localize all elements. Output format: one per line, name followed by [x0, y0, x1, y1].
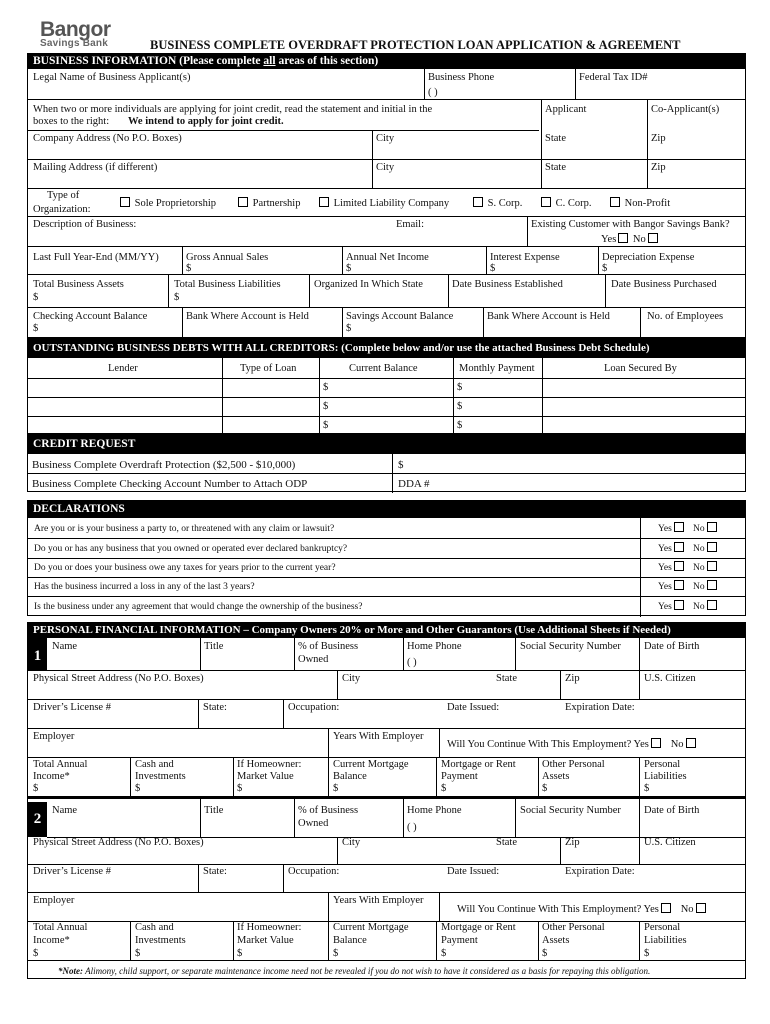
business-info-heading: BUSINESS INFORMATION (Please complete all areas of this section): [28, 54, 745, 69]
owner2-assets-dollar[interactable]: $: [542, 948, 548, 959]
odp-amount-label: Business Complete Overdraft Protection ($2,500 - $10,000): [32, 459, 296, 471]
owner1-citizen-label: U.S. Citizen: [644, 673, 696, 684]
checkbox[interactable]: [707, 600, 717, 610]
checkbox[interactable]: [541, 197, 551, 207]
owner1-phone-field[interactable]: ( ): [407, 657, 417, 668]
owner2-phone-label: Home Phone: [407, 805, 462, 816]
owner2-dob-label: Date of Birth: [644, 805, 700, 816]
mailing-city-label: City: [376, 162, 395, 173]
declaration-q2: Do you or has any business that you owned or operated ever declared bankruptcy?: [34, 544, 348, 554]
owner2-assets-label: Other Personal: [542, 922, 605, 933]
owner2-occupation-label: Occupation:: [288, 866, 340, 877]
checkbox[interactable]: [674, 542, 684, 552]
business-info-section: [27, 53, 746, 338]
savings-bank-label: Bank Where Account is Held: [487, 311, 610, 322]
owner2-city-label: City: [342, 837, 361, 848]
org-c-corp[interactable]: C. Corp.: [539, 197, 592, 210]
owner2-license-state-label: State:: [203, 866, 227, 877]
declaration-a5[interactable]: Yes No: [658, 600, 719, 613]
owner1-payment-label: Mortgage or Rent: [441, 759, 516, 770]
personal-financial-section: [27, 622, 746, 979]
owner-number-1: 1: [28, 638, 47, 670]
net-income-dollar: $: [346, 263, 352, 274]
owner1-address-label: Physical Street Address (No P.O. Boxes): [33, 673, 204, 684]
interest-expense-label: Interest Expense: [490, 252, 560, 263]
business-phone-field[interactable]: ( ): [428, 87, 438, 98]
checking-bank-label: Bank Where Account is Held: [186, 311, 309, 322]
owner-number-2: 2: [28, 802, 47, 837]
owner2-pct-label: % of Business: [298, 805, 359, 816]
checkbox[interactable]: [674, 600, 684, 610]
owner1-occupation-label: Occupation:: [288, 702, 340, 713]
owner1-market-label: If Homeowner:: [237, 759, 302, 770]
owner2-expiration-label: Expiration Date:: [565, 866, 635, 877]
mailing-address-label: Mailing Address (if different): [33, 162, 158, 173]
checking-balance-dollar: $: [33, 323, 39, 334]
description-label: Description of Business:: [33, 219, 137, 230]
debt-balance-3[interactable]: $: [323, 420, 329, 431]
net-income-label: Annual Net Income: [346, 252, 429, 263]
debt-payment-1[interactable]: $: [457, 382, 463, 393]
existing-customer-choice[interactable]: Yes No: [601, 233, 660, 246]
owner2-zip-label: Zip: [565, 837, 580, 848]
company-city-label: City: [376, 133, 395, 144]
depreciation-label: Depreciation Expense: [602, 252, 695, 263]
owner1-pct-label: % of Business: [298, 641, 359, 652]
co-applicant-initial-label: Co-Applicant(s): [651, 104, 720, 115]
owner1-expiration-label: Expiration Date:: [565, 702, 635, 713]
gross-sales-dollar: $: [186, 263, 192, 274]
joint-credit-statement-2: boxes to the right:: [33, 116, 110, 127]
owner1-cash-label: Cash and: [135, 759, 174, 770]
owner1-payment-label-2: Payment: [441, 771, 478, 782]
owner2-market-dollar[interactable]: $: [237, 948, 243, 959]
loan-secured-header: Loan Secured By: [604, 363, 677, 374]
existing-customer-label: Existing Customer with Bangor Savings Bank?: [531, 219, 730, 230]
owner2-income-label: Total Annual: [33, 922, 88, 933]
depreciation-dollar: $: [602, 263, 608, 274]
dda-field[interactable]: DDA #: [398, 478, 430, 490]
lender-header: Lender: [108, 363, 138, 374]
owner1-years-label: Years With Employer: [333, 731, 424, 742]
checkbox[interactable]: [120, 197, 130, 207]
company-state-label: State: [545, 133, 566, 144]
declarations-section: [27, 500, 746, 616]
checkbox[interactable]: [686, 738, 696, 748]
alimony-footnote: *Note: Alimony, child support, or separate maintenance income need not be revealed if you do not wish to have it considered as a basis for repaying this obligation.: [58, 966, 651, 976]
owner2-liabilities-label: Personal: [644, 922, 681, 933]
total-assets-dollar: $: [33, 292, 39, 303]
owner2-pct-label-2: Owned: [298, 818, 329, 829]
owner2-assets-label-2: Assets: [542, 935, 570, 946]
company-address-label: Company Address (No P.O. Boxes): [33, 133, 182, 144]
checkbox[interactable]: [648, 233, 658, 243]
owner1-name-label: Name: [52, 641, 78, 652]
email-label: Email:: [396, 219, 424, 230]
date-established-label: Date Business Established: [452, 279, 563, 290]
owner2-employer-label: Employer: [33, 895, 75, 906]
debts-section: [27, 338, 746, 434]
owner1-license-label: Driver’s License #: [33, 702, 111, 713]
owner1-assets-label-2: Assets: [542, 771, 570, 782]
total-liabilities-label: Total Business Liabilities: [174, 279, 281, 290]
owner1-mortgage-label: Current Mortgage: [333, 759, 409, 770]
debt-balance-1[interactable]: $: [323, 382, 329, 393]
owner1-employer-label: Employer: [33, 731, 75, 742]
checkbox[interactable]: [696, 903, 706, 913]
owner1-pct-label-2: Owned: [298, 654, 329, 665]
owner2-cash-label-2: Investments: [135, 935, 186, 946]
owner1-mortgage-dollar[interactable]: $: [333, 783, 339, 794]
joint-credit-intent: We intend to apply for joint credit.: [128, 116, 284, 127]
current-balance-header: Current Balance: [349, 363, 418, 374]
owner2-continue-label[interactable]: Will You Continue With This Employment? Yes No: [457, 903, 708, 916]
bank-logo-subtitle: Savings Bank: [40, 38, 108, 49]
owner1-state-label: State: [496, 673, 517, 684]
owner2-years-label: Years With Employer: [333, 895, 424, 906]
owner1-income-label: Total Annual: [33, 759, 88, 770]
company-zip-label: Zip: [651, 133, 666, 144]
checkbox[interactable]: [618, 233, 628, 243]
total-liabilities-dollar: $: [174, 292, 180, 303]
loan-type-header: Type of Loan: [240, 363, 297, 374]
employees-label: No. of Employees: [647, 311, 724, 322]
checkbox[interactable]: [707, 561, 717, 571]
owner1-phone-label: Home Phone: [407, 641, 462, 652]
owner2-issued-label: Date Issued:: [447, 866, 500, 877]
owner1-liabilities-label: Personal: [644, 759, 681, 770]
org-sole-proprietorship[interactable]: Sole Proprietorship: [118, 197, 216, 210]
debt-balance-2[interactable]: $: [323, 401, 329, 412]
owner2-phone-field[interactable]: ( ): [407, 822, 417, 833]
credit-request-heading: CREDIT REQUEST: [28, 435, 745, 454]
business-phone-label: Business Phone: [428, 72, 495, 83]
checkbox[interactable]: [238, 197, 248, 207]
owner2-payment-label: Mortgage or Rent: [441, 922, 516, 933]
bank-logo: Bangor: [40, 18, 111, 41]
checkbox[interactable]: [707, 522, 717, 532]
owner1-issued-label: Date Issued:: [447, 702, 500, 713]
checkbox[interactable]: [473, 197, 483, 207]
owner2-title-label: Title: [204, 805, 224, 816]
declaration-a1[interactable]: Yes No: [658, 522, 719, 535]
owner2-mortgage-label: Current Mortgage: [333, 922, 409, 933]
owner1-liabilities-dollar[interactable]: $: [644, 783, 650, 794]
debt-payment-3[interactable]: $: [457, 420, 463, 431]
debt-payment-2[interactable]: $: [457, 401, 463, 412]
owner2-payment-dollar[interactable]: $: [441, 948, 447, 959]
declarations-heading: DECLARATIONS: [28, 501, 745, 518]
savings-balance-label: Savings Account Balance: [346, 311, 454, 322]
odp-amount-field[interactable]: $: [398, 459, 404, 471]
owner1-continue-label[interactable]: Will You Continue With This Employment? Yes No: [447, 738, 698, 751]
checkbox[interactable]: [319, 197, 329, 207]
org-partnership[interactable]: Partnership: [236, 197, 300, 210]
declaration-q1: Are you or is your business a party to, or threatened with any claim or lawsuit?: [34, 524, 335, 534]
declaration-a4[interactable]: Yes No: [658, 580, 719, 593]
owner1-cash-dollar[interactable]: $: [135, 783, 141, 794]
owner1-cash-label-2: Investments: [135, 771, 186, 782]
owner2-state-label: State: [496, 837, 517, 848]
owner1-assets-label: Other Personal: [542, 759, 605, 770]
owner2-liabilities-dollar[interactable]: $: [644, 948, 650, 959]
owner2-license-label: Driver’s License #: [33, 866, 111, 877]
owner1-mortgage-label-2: Balance: [333, 771, 367, 782]
declaration-a2[interactable]: Yes No: [658, 542, 719, 555]
owner2-mortgage-label-2: Balance: [333, 935, 367, 946]
owner2-name-label: Name: [52, 805, 78, 816]
org-type-label: Type of: [47, 190, 80, 201]
owner2-payment-label-2: Payment: [441, 935, 478, 946]
last-year-end-label: Last Full Year-End (MM/YY): [33, 252, 159, 263]
owner2-cash-dollar[interactable]: $: [135, 948, 141, 959]
dda-label: Business Complete Checking Account Number to Attach ODP: [32, 478, 308, 490]
legal-name-label: Legal Name of Business Applicant(s): [33, 72, 191, 83]
savings-balance-dollar: $: [346, 323, 352, 334]
checkbox[interactable]: [610, 197, 620, 207]
gross-sales-label: Gross Annual Sales: [186, 252, 269, 263]
owner1-market-label-2: Market Value: [237, 771, 294, 782]
owner1-assets-dollar[interactable]: $: [542, 783, 548, 794]
owner2-income-label-2: Income*: [33, 935, 70, 946]
owner1-title-label: Title: [204, 641, 224, 652]
total-assets-label: Total Business Assets: [33, 279, 124, 290]
owner2-citizen-label: U.S. Citizen: [644, 837, 696, 848]
credit-request-section: [27, 434, 746, 492]
organized-state-label: Organized In Which State: [314, 279, 423, 290]
checkbox[interactable]: [661, 903, 671, 913]
owner1-zip-label: Zip: [565, 673, 580, 684]
owner2-market-label-2: Market Value: [237, 935, 294, 946]
owner1-liabilities-label-2: Liabilities: [644, 771, 687, 782]
declaration-q4: Has the business incurred a loss in any of the last 3 years?: [34, 582, 255, 592]
owner2-mortgage-dollar[interactable]: $: [333, 948, 339, 959]
joint-credit-statement: When two or more individuals are applying for joint credit, read the statement and initial in the: [33, 104, 433, 115]
owner1-payment-dollar[interactable]: $: [441, 783, 447, 794]
declaration-q3: Do you or does your business owe any taxes for years prior to the current year?: [34, 563, 336, 573]
owner1-dob-label: Date of Birth: [644, 641, 700, 652]
owner2-address-label: Physical Street Address (No P.O. Boxes): [33, 837, 204, 848]
checking-balance-label: Checking Account Balance: [33, 311, 148, 322]
checkbox[interactable]: [707, 580, 717, 590]
owner1-market-dollar[interactable]: $: [237, 783, 243, 794]
owner2-income-dollar[interactable]: $: [33, 948, 39, 959]
interest-expense-dollar: $: [490, 263, 496, 274]
checkbox[interactable]: [674, 522, 684, 532]
monthly-payment-header: Monthly Payment: [459, 363, 535, 374]
personal-heading: PERSONAL FINANCIAL INFORMATION – Company Owners 20% or More and Other Guarantors (Use Additional Sheets if Needed): [28, 623, 745, 638]
owner2-market-label: If Homeowner:: [237, 922, 302, 933]
org-llc[interactable]: Limited Liability Company: [317, 197, 449, 210]
owner2-liabilities-label-2: Liabilities: [644, 935, 687, 946]
applicant-initial-label: Applicant: [545, 104, 587, 115]
checkbox[interactable]: [674, 561, 684, 571]
date-purchased-label: Date Business Purchased: [611, 279, 717, 290]
declaration-a3[interactable]: Yes No: [658, 561, 719, 574]
owner1-income-dollar[interactable]: $: [33, 783, 39, 794]
debts-heading: OUTSTANDING BUSINESS DEBTS WITH ALL CREDITORS: (Complete below and/or use the attached Business Debt Schedule): [28, 339, 745, 358]
org-s-corp[interactable]: S. Corp.: [471, 197, 522, 210]
owner1-city-label: City: [342, 673, 361, 684]
org-non-profit[interactable]: Non-Profit: [608, 197, 670, 210]
declaration-q5: Is the business under any agreement that would change the ownership of the business?: [34, 602, 363, 612]
mailing-state-label: State: [545, 162, 566, 173]
checkbox[interactable]: [651, 738, 661, 748]
owner2-ssn-label: Social Security Number: [520, 805, 621, 816]
checkbox[interactable]: [674, 580, 684, 590]
owner1-license-state-label: State:: [203, 702, 227, 713]
org-type-label-2: Organization:: [33, 204, 91, 215]
owner1-ssn-label: Social Security Number: [520, 641, 621, 652]
form-title: BUSINESS COMPLETE OVERDRAFT PROTECTION LOAN APPLICATION & AGREEMENT: [150, 38, 681, 52]
federal-tax-id-label: Federal Tax ID#: [579, 72, 648, 83]
checkbox[interactable]: [707, 542, 717, 552]
owner2-cash-label: Cash and: [135, 922, 174, 933]
owner1-income-label-2: Income*: [33, 771, 70, 782]
mailing-zip-label: Zip: [651, 162, 666, 173]
